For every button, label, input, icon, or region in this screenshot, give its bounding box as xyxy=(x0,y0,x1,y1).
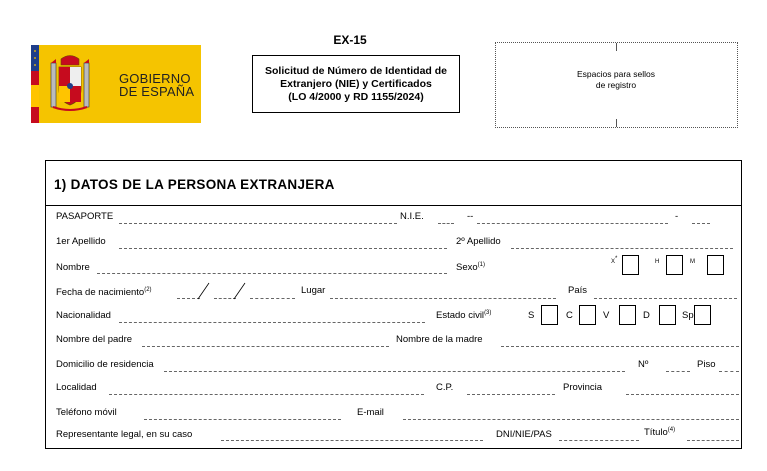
provincia-label: Provincia xyxy=(563,382,603,393)
sexo-note: (1) xyxy=(477,261,485,268)
cp-label: C.P. xyxy=(436,382,454,393)
pasaporte-field[interactable] xyxy=(119,223,397,224)
sex-m-label: M xyxy=(690,259,695,265)
localidad-label: Localidad xyxy=(56,382,97,393)
domicilio-label: Domicilio de residencia xyxy=(56,359,154,370)
ec-d-checkbox[interactable] xyxy=(659,305,676,325)
titulo-text: Título xyxy=(644,427,668,438)
pais-label: País xyxy=(568,285,588,296)
ec-s-label: S xyxy=(528,310,535,321)
sex-m-checkbox[interactable] xyxy=(707,255,724,275)
section-datos-persona xyxy=(45,160,742,449)
titulo-field[interactable] xyxy=(687,440,739,441)
nie-sep2: - xyxy=(675,211,679,222)
apellido1-field[interactable] xyxy=(119,248,447,249)
ec-c-label: C xyxy=(566,310,573,321)
stamp-area xyxy=(495,42,738,128)
nie-control-field[interactable] xyxy=(692,223,710,224)
titulo-note: (4) xyxy=(667,426,676,433)
ec-sp-checkbox[interactable] xyxy=(694,305,711,325)
ec-v-label: V xyxy=(603,310,610,321)
nie-sep1: -- xyxy=(467,211,474,222)
gobierno-logo xyxy=(31,45,201,123)
fecha-nac-note: (2) xyxy=(144,286,152,293)
estado-civil-text: Estado civil xyxy=(436,310,485,321)
piso-label: Piso xyxy=(697,359,716,370)
dni-field[interactable] xyxy=(559,440,639,441)
title-line3: (LO 4/2000 y RD 1155/2024) xyxy=(288,90,424,103)
cp-field[interactable] xyxy=(467,394,555,395)
pais-field[interactable] xyxy=(594,298,737,299)
fecha-nac-label xyxy=(56,287,152,298)
estado-civil-note: (3) xyxy=(484,309,492,316)
sex-h-checkbox[interactable] xyxy=(666,255,683,275)
form-title-box xyxy=(252,55,460,113)
stamp-tick-top xyxy=(616,43,617,51)
ec-d-label: D xyxy=(643,310,650,321)
nacionalidad-label: Nacionalidad xyxy=(56,310,111,321)
sex-x-text: X xyxy=(611,259,616,265)
fecha-year-field[interactable] xyxy=(250,298,295,299)
nacionalidad-field[interactable] xyxy=(119,322,425,323)
titulo-label xyxy=(644,427,675,438)
representante-label: Representante legal, en su caso xyxy=(56,429,193,440)
telefono-field[interactable] xyxy=(144,419,341,420)
madre-field[interactable] xyxy=(501,346,739,347)
provincia-field[interactable] xyxy=(626,394,739,395)
coat-of-arms-icon xyxy=(47,53,93,115)
pasaporte-label: PASAPORTE xyxy=(56,211,114,222)
stamp-line1: Espacios para sellos xyxy=(577,69,655,79)
section-title-row xyxy=(46,161,741,206)
nombre-field[interactable] xyxy=(97,273,447,274)
apellido2-label: 2º Apellido xyxy=(456,236,501,247)
ec-c-checkbox[interactable] xyxy=(579,305,596,325)
localidad-field[interactable] xyxy=(109,394,424,395)
stamp-label xyxy=(556,69,676,91)
email-label: E-mail xyxy=(357,407,384,418)
logo-text xyxy=(119,72,194,98)
stamp-tick-bottom xyxy=(616,119,617,127)
dni-label: DNI/NIE/PAS xyxy=(496,429,552,440)
sex-x-checkbox[interactable] xyxy=(622,255,639,275)
sex-h-label: H xyxy=(655,259,660,265)
title-line2: Extranjero (NIE) y Certificados xyxy=(280,77,432,90)
piso-field[interactable] xyxy=(719,371,739,372)
email-field[interactable] xyxy=(403,419,739,420)
padre-label: Nombre del padre xyxy=(56,334,133,345)
apellido1-label: 1er Apellido xyxy=(56,236,106,247)
logo-text-line1: GOBIERNO xyxy=(119,71,191,86)
date-slash-2-icon xyxy=(233,282,247,300)
ec-s-checkbox[interactable] xyxy=(541,305,558,325)
nie-label: N.I.E. xyxy=(400,211,424,222)
fecha-nac-text: Fecha de nacimiento xyxy=(56,287,145,298)
domicilio-field[interactable] xyxy=(164,371,625,372)
sexo-label xyxy=(456,262,485,273)
ec-v-checkbox[interactable] xyxy=(619,305,636,325)
madre-label: Nombre de la madre xyxy=(396,334,483,345)
section-title: 1) DATOS DE LA PERSONA EXTRANJERA xyxy=(54,177,335,192)
nie-letter-field[interactable] xyxy=(438,223,454,224)
nombre-label: Nombre xyxy=(56,262,90,273)
lugar-label: Lugar xyxy=(301,285,326,296)
stamp-line2: de registro xyxy=(595,80,637,90)
numero-field[interactable] xyxy=(666,371,690,372)
sex-x-sup: * xyxy=(615,256,618,262)
logo-text-line2: DE ESPAÑA xyxy=(119,84,195,99)
telefono-label: Teléfono móvil xyxy=(56,407,117,418)
lugar-field[interactable] xyxy=(330,298,556,299)
nie-number-field[interactable] xyxy=(477,223,668,224)
sexo-text: Sexo xyxy=(456,262,478,273)
apellido2-field[interactable] xyxy=(511,248,733,249)
date-slash-1-icon xyxy=(197,282,211,300)
title-line1: Solicitud de Número de Identidad de xyxy=(264,64,448,77)
padre-field[interactable] xyxy=(142,346,389,347)
numero-label: Nº xyxy=(638,359,649,370)
ec-sp-label: Sp xyxy=(682,310,694,321)
eu-flag-strip-icon xyxy=(31,45,39,123)
estado-civil-label xyxy=(436,310,491,321)
representante-field[interactable] xyxy=(221,440,483,441)
form-code: EX-15 xyxy=(333,33,367,47)
sex-x-label xyxy=(611,256,618,265)
